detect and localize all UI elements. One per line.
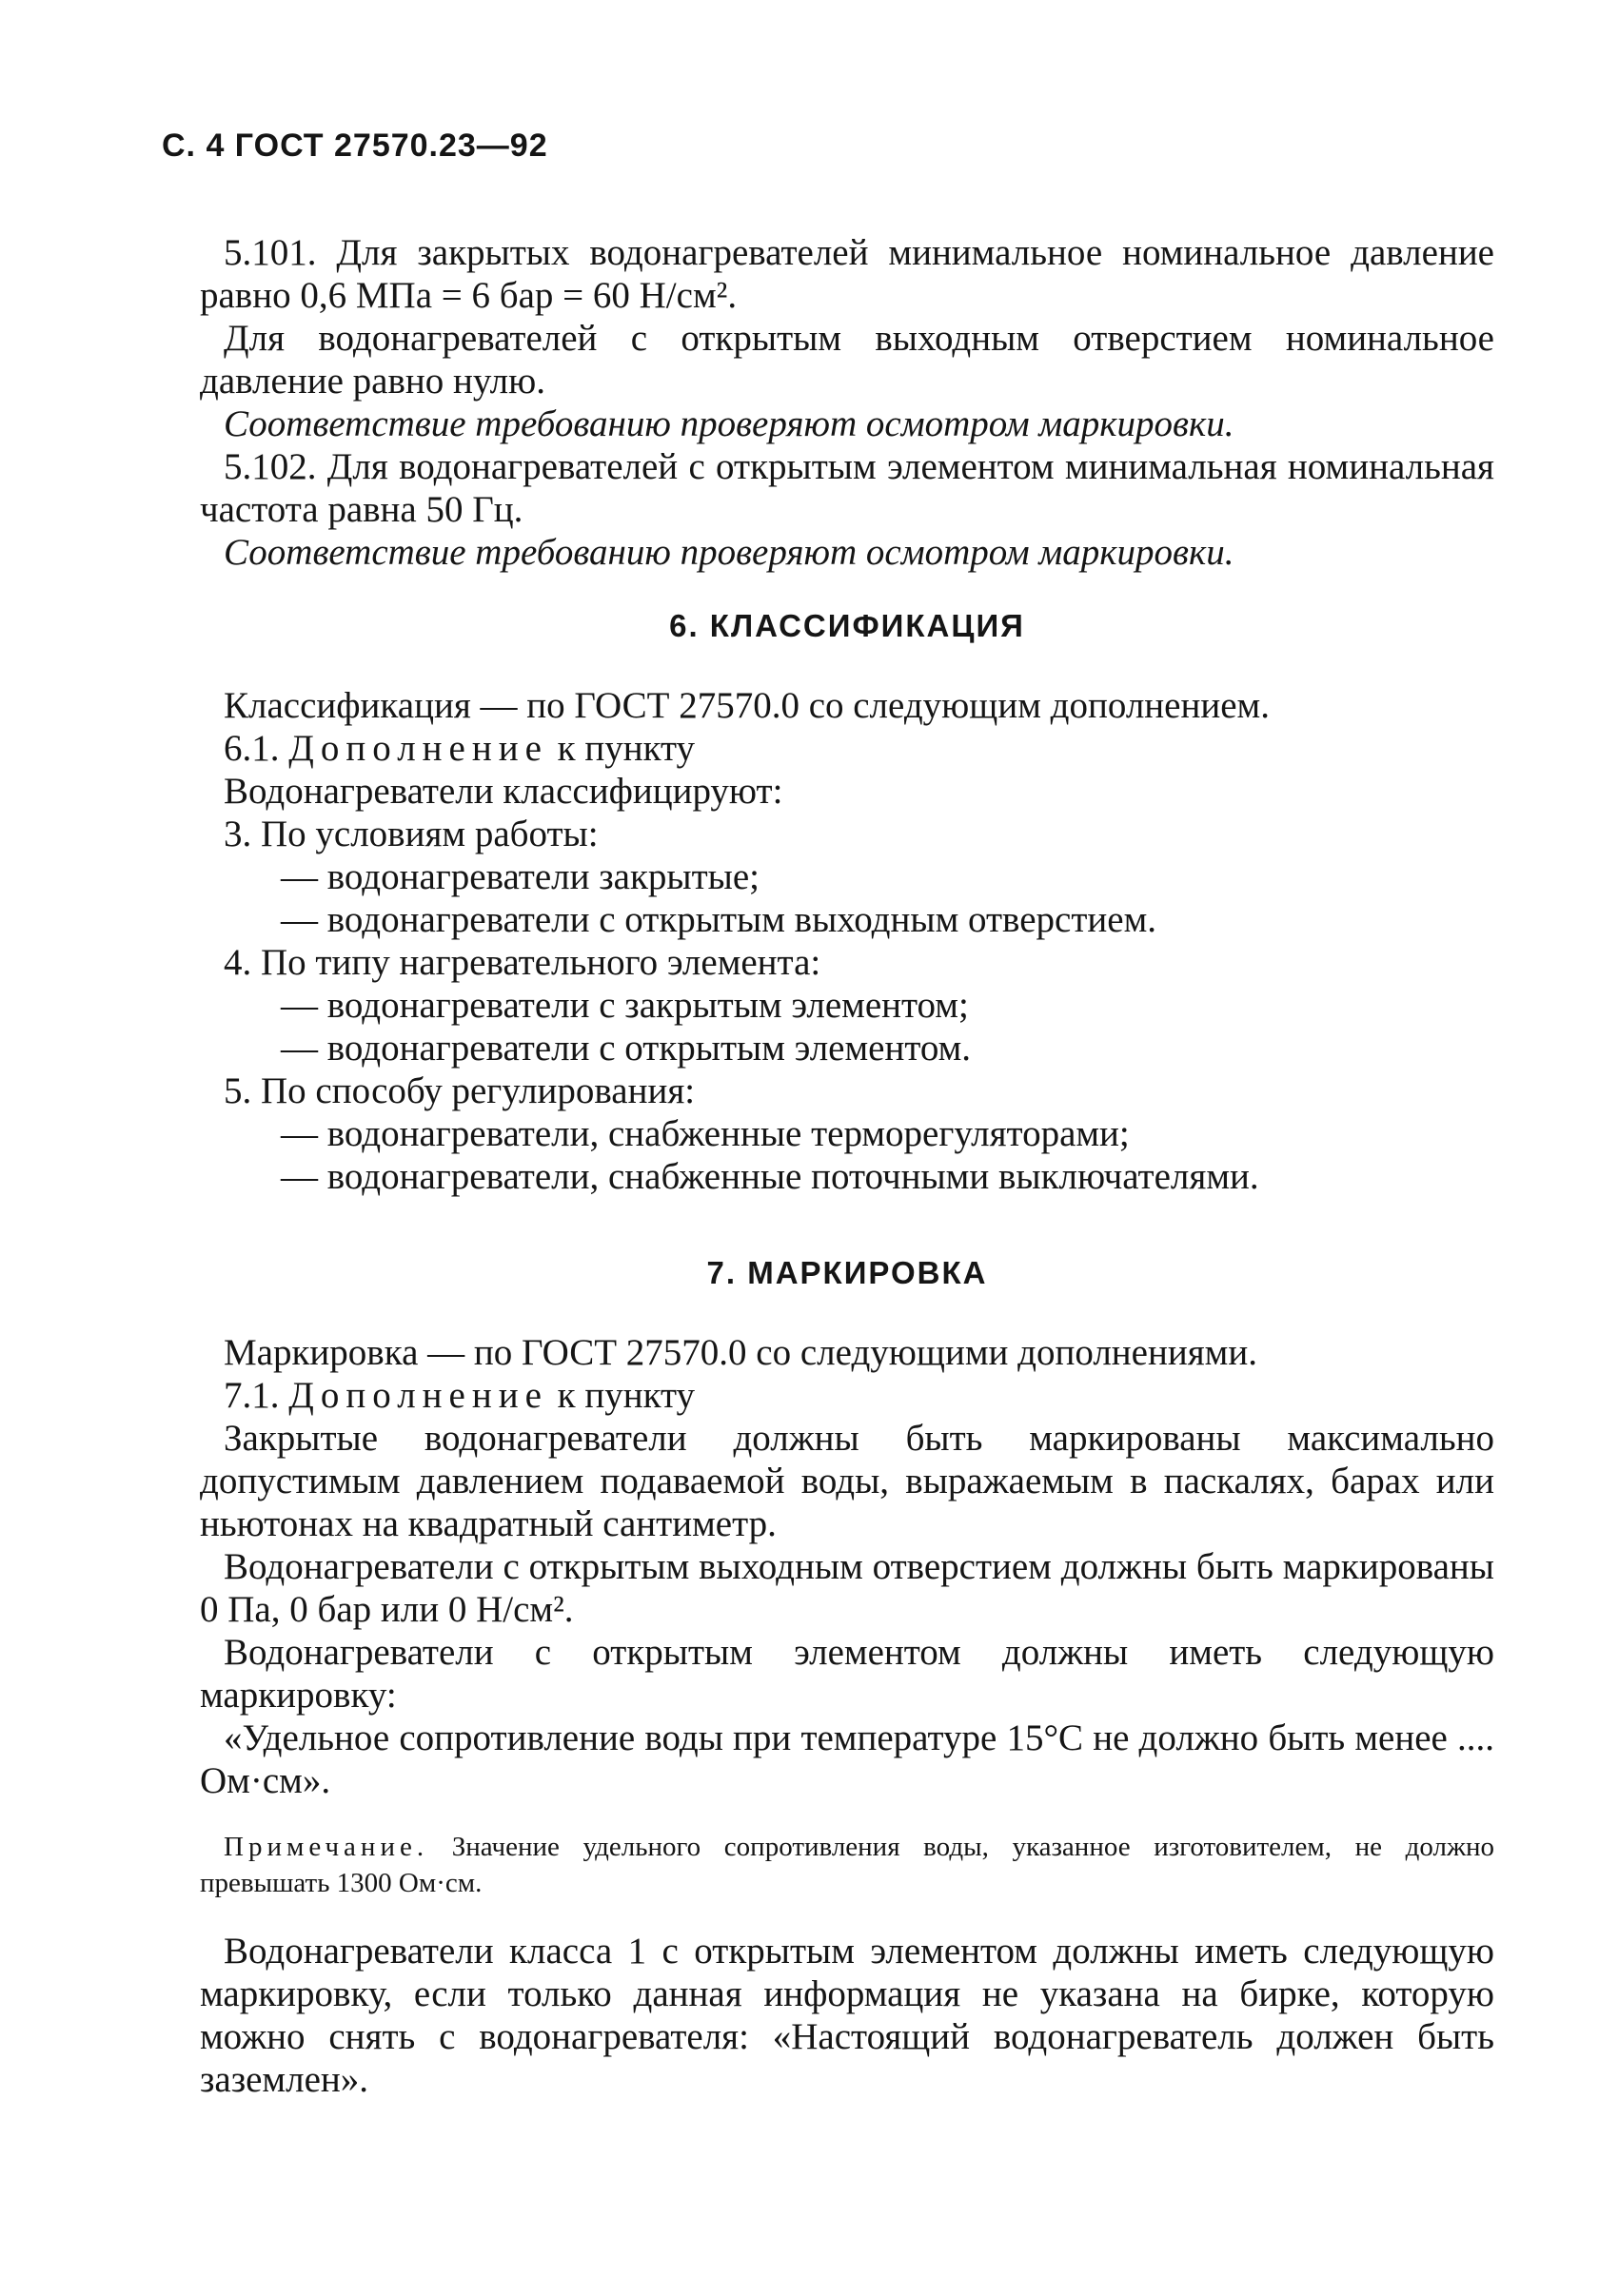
class-item-4-a: — водонагреватели с закрытым элементом; — [281, 985, 969, 1026]
supplement-rest: к пункту — [557, 1375, 696, 1416]
class-item-5: 5. По способу регулирования: — [224, 1070, 696, 1111]
class-item-3-a: — водонагреватели закрытые; — [281, 856, 760, 897]
supplement-6-1 — [200, 727, 1494, 770]
marking-intro: Маркировка — по ГОСТ 27570.0 со следующими дополнениями. — [224, 1332, 1257, 1373]
supplement-7-1 — [200, 1374, 1494, 1417]
class-item-4: 4. По типу нагревательного элемента: — [224, 942, 821, 983]
note-text: Значение удельного сопротивления воды, указанное изготовителем, не должно превышать 1300 Ом·см. — [200, 1832, 1494, 1898]
compliance-note-1: Соответствие требованию проверяют осмотром маркировки. — [224, 403, 1234, 444]
clause-5-102: 5.102. Для водонагревателей с открытым элементом минимальная номинальная частота равна 50 Гц. — [200, 446, 1494, 530]
supplement-rest: к пункту — [557, 728, 696, 769]
class-item-5-a: — водонагреватели, снабженные терморегуляторами; — [281, 1113, 1130, 1154]
marking-closed-heaters: Закрытые водонагреватели должны быть маркированы максимально допустимым давлением подаваемой воды, выражаемым в паскалях, барах или ньютонах на квадратный сантиметр. — [200, 1418, 1494, 1544]
marking-open-element: Водонагреватели с открытым элементом должны иметь следующую маркировку: — [200, 1632, 1494, 1716]
supplement-word: Дополнение — [288, 728, 548, 769]
classification-intro: Классификация — по ГОСТ 27570.0 со следующим дополнением. — [224, 685, 1270, 726]
supplement-number: 6.1. — [224, 728, 280, 769]
supplement-word: Дополнение — [288, 1375, 548, 1416]
note-label: Примечание. — [224, 1832, 429, 1862]
supplement-number: 7.1. — [224, 1375, 280, 1416]
marking-class-1-earthing: Водонагреватели класса 1 с открытым элементом должны иметь следующую маркировку, если только данная информация не указана на бирке, которую можно снять с водонагревателя: «Настоящий водонагреватель должен быть заземлен». — [200, 1931, 1494, 2100]
classification-lead: Водонагреватели классифицируют: — [224, 771, 783, 812]
note — [200, 1829, 1494, 1901]
marking-open-outlet: Водонагреватели с открытым выходным отверстием должны быть маркированы 0 Па, 0 бар или 0 Н/см². — [200, 1546, 1494, 1630]
clause-5-101: 5.101. Для закрытых водонагревателей минимальное номинальное давление равно 0,6 МПа = 6 бар = 60 Н/см². — [200, 232, 1494, 316]
compliance-note-2: Соответствие требованию проверяют осмотром маркировки. — [224, 532, 1234, 573]
section-6-title: 6. КЛАССИФИКАЦИЯ — [669, 608, 1025, 643]
page-header: С. 4 ГОСТ 27570.23—92 — [162, 128, 548, 164]
class-item-5-b: — водонагреватели, снабженные поточными выключателями. — [281, 1156, 1259, 1197]
section-7-title: 7. МАРКИРОВКА — [706, 1255, 988, 1290]
class-item-3: 3. По условиям работы: — [224, 814, 599, 854]
paragraph-open-outlet-pressure: Для водонагревателей с открытым выходным отверстием номинальное давление равно нулю. — [200, 318, 1494, 402]
class-item-3-b: — водонагреватели с открытым выходным отверстием. — [281, 899, 1157, 940]
class-item-4-b: — водонагреватели с открытым элементом. — [281, 1028, 972, 1069]
marking-resistivity-text: «Удельное сопротивление воды при температуре 15°С не должно быть менее .... Ом·см». — [200, 1717, 1494, 1801]
